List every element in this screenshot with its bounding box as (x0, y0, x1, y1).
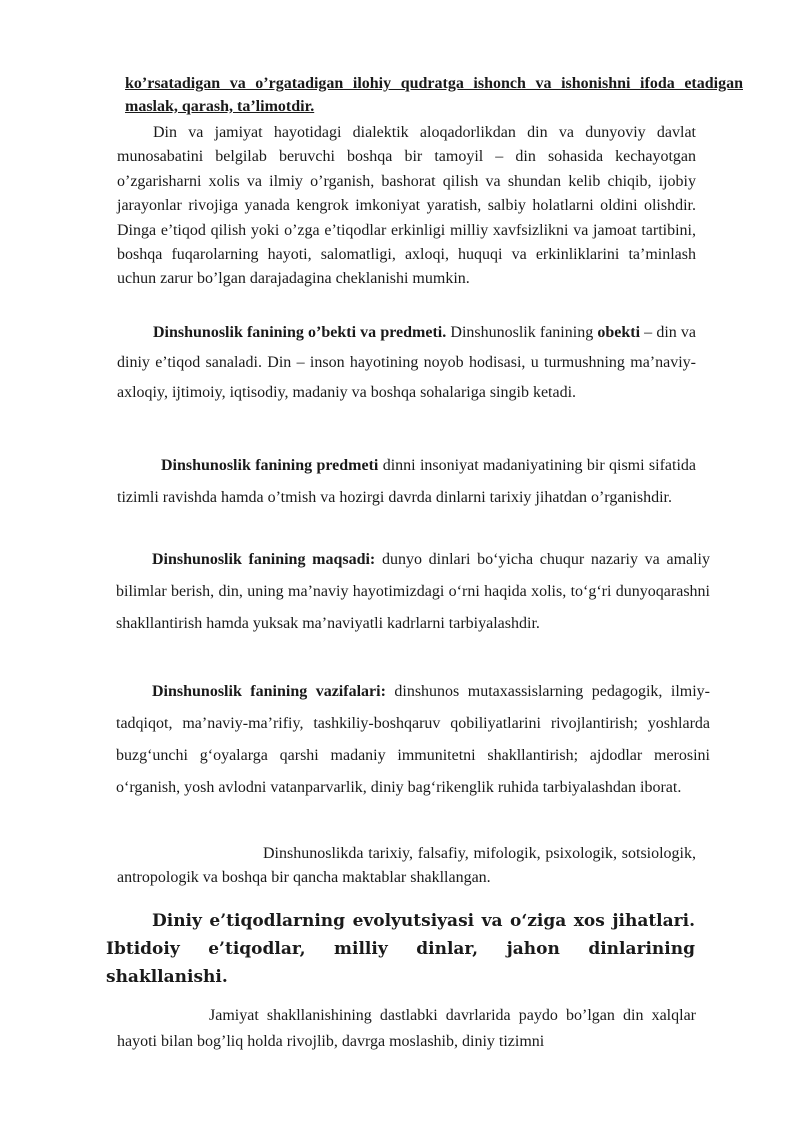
paragraph-church-state: Din va jamiyat hayotidagi dialektik aloqadorlikdan din va dunyoviy davlat munosabatini belgilab beruvchi boshqa bir tamoyil – din sohasida kechayotgan o’zgarisharni xolis va ilmiy o’rganish, bashorat qilish va shundan kelib chiqib, ijobiy jarayonlar rivojiga yanada kengrok imkoniyat yaratish, salbiy holatlarni oldini olishdir. Dinga e’tiqod qilish yoki o’zga e’tiqodlar erkinligi milliy xavfsizlikni va jamoat tartibini, boshqa fuqarolarning hayoti, salomatligi, axloqi, huquqi va erkinliklarini ta’minlash uchun zarur bo’lgan darajadagina cheklanishi mumkin. (117, 124, 696, 288)
paragraph-origins: Jamiyat shakllanishining dastlabki davrlarida paydo bo’lgan din xalqlar hayoti bilan bog’liq holda rivojlib, davrga moslashib, diniy tizimni (117, 1007, 696, 1050)
tasks-term: Dinshunoslik fanining vazifalari: (152, 683, 386, 700)
paragraph-subject (117, 450, 696, 514)
goal-description: dunyo dinlari bo‘yicha chuqur nazariy va amaliy bilimlar berish, din, uning ma’naviy hayotimizdagi o‘rni haqida xolis, to‘g‘ri dunyoqarashni shakllantirish hamda yuksak ma’naviyatli kadrlarni tarbiyalashdir. (116, 551, 711, 632)
section-heading: Diniy e’tiqodlarning evolyutsiyasi va o‘ziga xos jihatlari. Ibtidoiy e’tiqodlar, milliy dinlar, jahon dinlarining shakllanishi. (106, 911, 695, 987)
goal-term: Dinshunoslik fanining maqsadi: (152, 551, 376, 568)
tasks-description: dinshunos mutaxassislarning pedagogik, ilmiy-tadqiqot, ma’naviy-ma’rifiy, tashkiliy-boshqaruv qobiliyatlarini rivojlantirish; yoshlarda buzg‘unchi g‘oyalarga qarshi madaniy immunitetni shakllantirish; ajdodlar merosini o‘rganish, yosh avlodni vatanparvarlik, diniy bag‘rikenglik ruhida tarbiyalashdan iborat. (116, 683, 710, 796)
object-description: – din va diniy e’tiqod sanaladi. Din – inson hayotining noyob hodisasi, u turmushning ma’naviy-axloqiy, ijtimoiy, iqtisodiy, madaniy va boshqa sohalariga singib ketadi. (117, 324, 697, 401)
paragraph-object-subject (117, 318, 696, 408)
object-lead-text: Dinshunoslik fanining (446, 324, 598, 341)
paragraph-goal (116, 544, 710, 640)
paragraph-tasks (116, 676, 710, 804)
subject-term: Dinshunoslik fanining predmeti (161, 457, 379, 474)
subject-description: dinni insoniyat madaniyatining bir qismi sifatida tizimli ravishda hamda o’tmish va hozirgi davrda dinlarni tarixiy jihatdan o’rganishdir. (117, 457, 696, 506)
object-term: obekti (597, 324, 641, 341)
definition-continuation: ko’rsatadigan va o’rgatadigan ilohiy qudratga ishonch va ishonishni ifoda etadigan maslak, qarash, ta’limotdir. (125, 75, 743, 115)
object-subject-title: Dinshunoslik fanining o’bekti va predmeti. (153, 324, 447, 341)
paragraph-schools: Dinshunoslikda tarixiy, falsafiy, mifologik, psixologik, sotsiologik, antropologik va boshqa bir qancha maktablar shakllangan. (117, 845, 696, 886)
